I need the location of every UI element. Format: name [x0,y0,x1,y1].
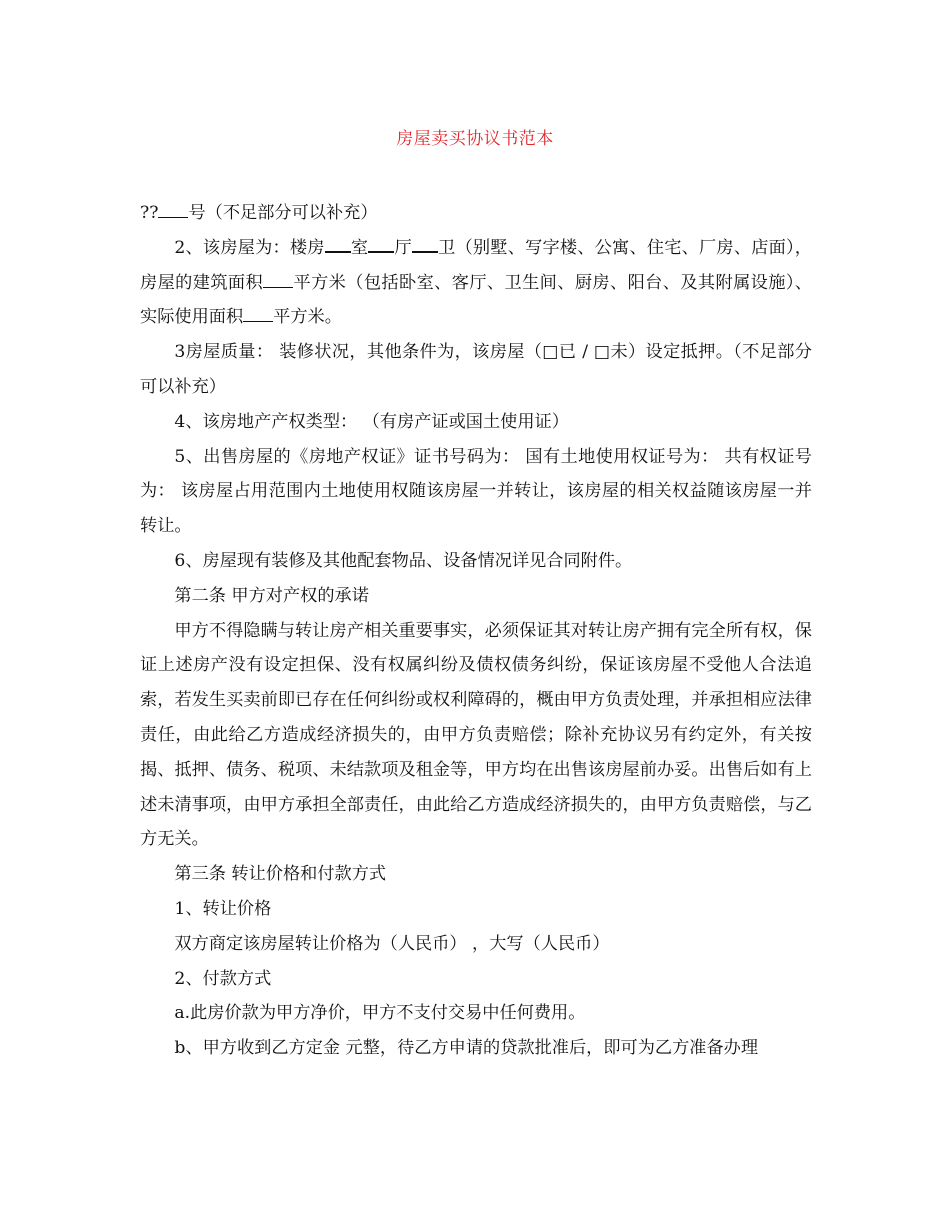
blank-line [263,286,293,288]
text: 平方米。 [273,307,342,328]
heading-payment-method: 2、付款方式 [174,968,272,989]
document-title: 房屋卖买协议书范本 [396,129,554,149]
text: 2、该房屋为：楼房 [174,237,325,258]
document-body [140,196,812,1066]
blank-line [158,216,188,218]
paragraph-price: 双方商定该房屋转让价格为（人民币） ，大写（人民币） [174,933,610,954]
blank-line [412,250,438,253]
heading-article-2: 第二条 甲方对产权的承诺 [174,585,369,606]
paragraph-fixtures: 6、房屋现有装修及其他配套物品、设备情况详见合同附件。 [174,550,633,571]
blank-line [325,250,351,253]
paragraph-house-type [140,231,812,335]
text: 平方米（包括卧室、客厅、卫生间、厨房、阳台、及其附属设施）、实际使用面积 [140,272,812,328]
text: ?? [140,203,159,223]
text: 号（不足部分可以补充） [188,203,378,223]
heading-transfer-price: 1、转让价格 [174,898,272,919]
paragraph-property-type: 4、该房地产产权类型： （有房产证或国土使用证） [174,411,569,432]
paragraph-certificate: 5、出售房屋的《房地产权证》证书号码为： 国有土地使用权证号为： 共有权证号为： 该房屋占用范围内土地使用权随该房屋一并转让，该房屋的相关权益随该房屋一并转让。 [140,446,812,537]
paragraph-fragment [140,196,812,231]
text: 厅 [394,237,412,258]
blank-line [368,250,394,253]
text: 室 [350,237,369,258]
paragraph-payment-b: b、甲方收到乙方定金 元整，待乙方申请的贷款批准后，即可为乙方准备办理 [174,1038,759,1059]
blank-line [243,320,273,322]
paragraph-payment-a: a.此房价款为甲方净价，甲方不支付交易中任何费用。 [174,1003,586,1024]
paragraph-article-2: 甲方不得隐瞒与转让房产相关重要事实，必须保证其对转让房产拥有完全所有权，保证上述房产没有设定担保、没有权属纠纷及债权债务纠纷，保证该房屋不受他人合法追索，若发生买卖前即已存在任何纠纷或权利障碍的，概由甲方负责处理，并承担相应法律责任，由此给乙方造成经济损失的，由甲方负责赔偿；除补充协议另有约定外，有关按揭、抵押、债务、税项、未结款项及租金等，甲方均在出售该房屋前办妥。出售后如有上述未清事项，由甲方承担全部责任，由此给乙方造成经济损失的，由甲方负责赔偿，与乙方无关。 [140,620,812,850]
text: 卫（别墅、写字楼、公寓、住宅、厂房、店面），房屋的建筑面积 [140,237,812,293]
heading-article-3: 第三条 转让价格和付款方式 [174,864,387,885]
paragraph-house-quality: 3房屋质量： 装修状况，其他条件为，该房屋（□已 / □未）设定抵押。（不足部分可以补充） [140,342,812,397]
